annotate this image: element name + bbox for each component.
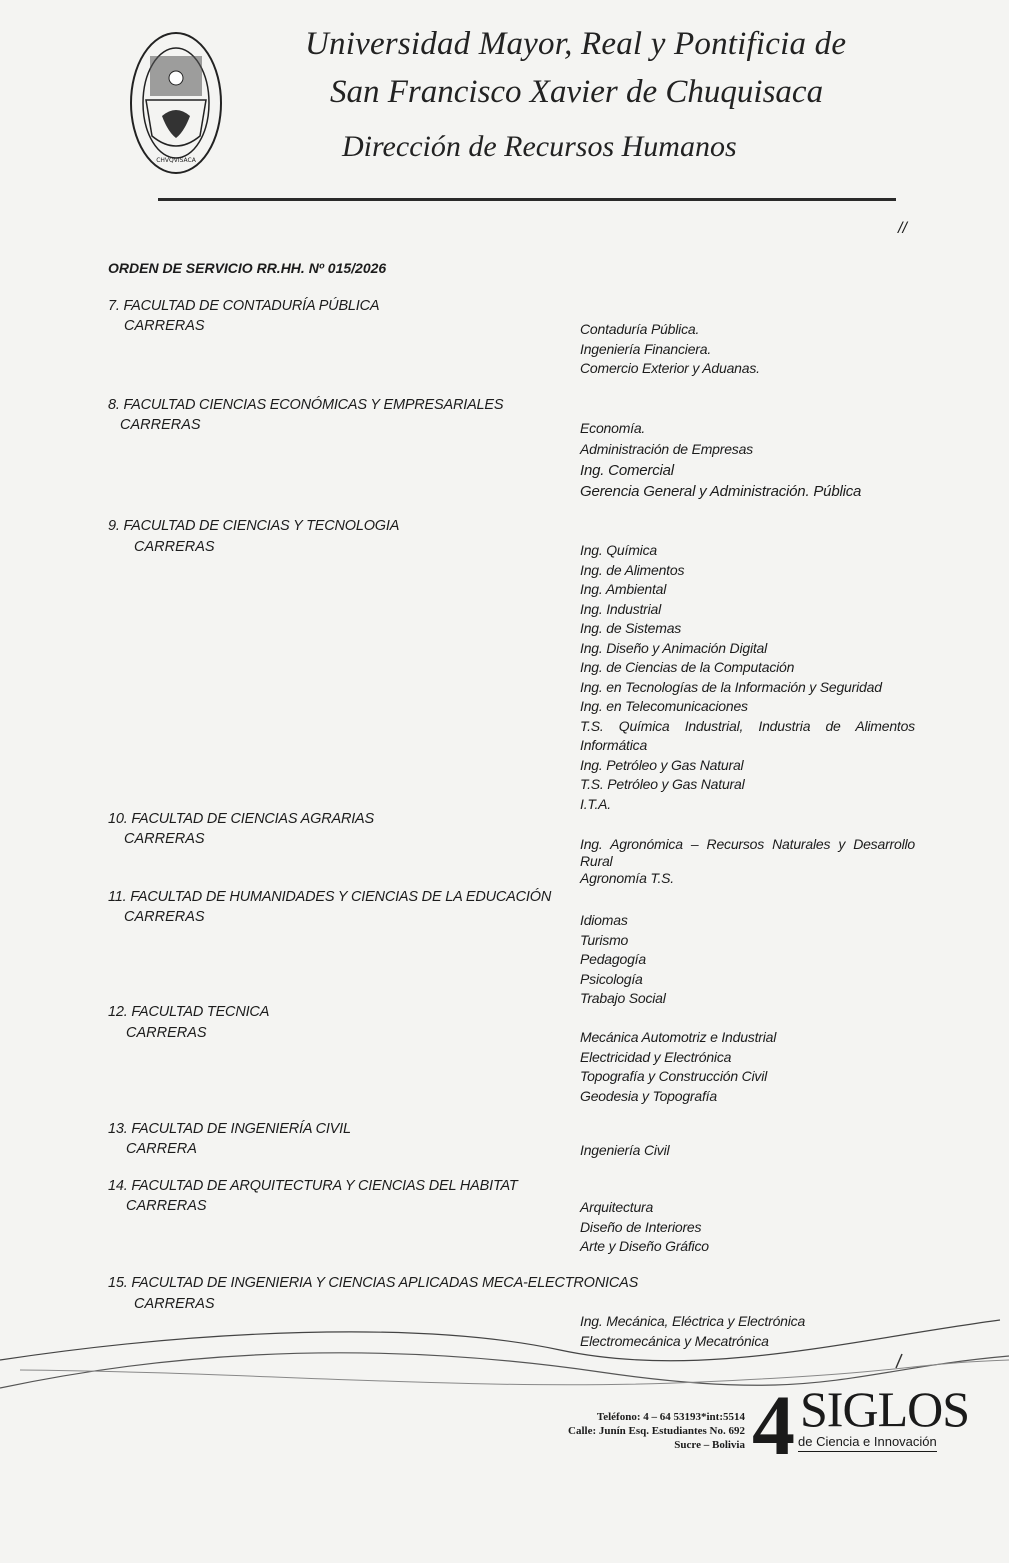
faculty-14-careers-label: CARRERAS	[126, 1198, 207, 1214]
career-item: Administración de Empresas	[580, 441, 753, 457]
faculty-7-name: 7. FACULTAD DE CONTADURÍA PÚBLICA	[108, 298, 380, 314]
faculty-10-career-list	[580, 836, 915, 887]
faculty-14-name: 14. FACULTAD DE ARQUITECTURA Y CIENCIAS DEL HABITAT	[108, 1178, 518, 1194]
career-item: Ingeniería Civil	[580, 1142, 670, 1158]
logo-word: SIGLOS	[800, 1381, 970, 1437]
footer-address: Calle: Junín Esq. Estudiantes No. 692	[568, 1425, 745, 1437]
career-item: Ing. de Sistemas	[580, 620, 682, 636]
career-item: Ing. Comercial	[580, 462, 674, 479]
svg-text:CHVQVISACA: CHVQVISACA	[156, 157, 196, 164]
career-item: Ing. en Tecnologías de la Información y Seguridad	[580, 678, 882, 695]
faculty-14-career-list	[580, 1198, 915, 1257]
career-item: Ing. Diseño y Animación Digital	[580, 639, 768, 656]
faculty-11-careers-label: CARRERAS	[124, 909, 205, 925]
department-name: Dirección de Recursos Humanos	[342, 130, 737, 163]
faculty-8-career-list	[580, 418, 915, 502]
career-item: Ing. Mecánica, Eléctrica y Electrónica	[580, 1313, 806, 1329]
university-name-line2: San Francisco Xavier de Chuquisaca	[330, 74, 824, 110]
faculty-13-career-list	[580, 1141, 915, 1161]
faculty-7-career-list	[580, 320, 915, 379]
career-item: Ing. Agronómica – Recursos Naturales y Desarrollo	[580, 836, 915, 852]
career-item: Ing. Ambiental	[580, 581, 667, 597]
career-item: Comercio Exterior y Aduanas.	[580, 360, 760, 376]
footer-contact	[520, 1410, 745, 1452]
faculty-12-name: 12. FACULTAD TECNICA	[108, 1004, 270, 1020]
career-item: Arquitectura	[580, 1199, 654, 1215]
university-seal	[128, 28, 224, 178]
career-item: Electromecánica y Mecatrónica	[580, 1332, 769, 1349]
career-item: Arte y Diseño Gráfico	[580, 1238, 709, 1254]
career-item: Ing. de Alimentos	[580, 561, 685, 578]
career-item: Topografía y Construcción Civil	[580, 1068, 768, 1084]
career-item: I.T.A.	[580, 795, 611, 812]
faculty-9-name: 9. FACULTAD DE CIENCIAS Y TECNOLOGIA	[108, 518, 400, 534]
document-title: ORDEN DE SERVICIO RR.HH. Nº 015/2026	[108, 260, 387, 276]
career-item: Trabajo Social	[580, 990, 666, 1006]
footer-city: Sucre – Bolivia	[674, 1439, 745, 1451]
career-item: Informática	[580, 737, 648, 753]
faculty-12-careers-label: CARRERAS	[126, 1025, 207, 1041]
faculty-8-name: 8. FACULTAD CIENCIAS ECONÓMICAS Y EMPRESARIALES	[108, 397, 504, 413]
career-item: Pedagogía	[580, 951, 646, 967]
career-item: Psicología	[580, 970, 643, 987]
faculty-12-career-list	[580, 1028, 915, 1106]
career-item: Geodesia y Topografía	[580, 1087, 717, 1104]
career-item: Ingeniería Financiera.	[580, 340, 712, 357]
faculty-13-careers-label: CARRERA	[126, 1141, 197, 1157]
career-item: Ing. Industrial	[580, 600, 662, 617]
logo-number: 4	[752, 1382, 795, 1462]
career-item: Agronomía T.S.	[580, 870, 674, 886]
faculty-11-career-list	[580, 911, 915, 1009]
faculty-13-name: 13. FACULTAD DE INGENIERÍA CIVIL	[108, 1121, 351, 1137]
continuation-mark: //	[898, 220, 907, 237]
faculty-8-careers-label: CARRERAS	[120, 417, 201, 433]
career-item: Mecánica Automotriz e Industrial	[580, 1029, 777, 1045]
career-item: Gerencia General y Administración. Pública	[580, 483, 862, 500]
faculty-11-name: 11. FACULTAD DE HUMANIDADES Y CIENCIAS DE LA EDUCACIÓN	[108, 889, 552, 905]
career-item: Ing. Química	[580, 542, 657, 558]
career-item: T.S. Petróleo y Gas Natural	[580, 776, 745, 792]
career-item: Rural	[580, 853, 613, 869]
career-item: Ing. en Telecomunicaciones	[580, 698, 748, 714]
career-item: T.S. Química Industrial, Industria de Alimentos	[580, 717, 915, 734]
career-item: Contaduría Pública.	[580, 321, 700, 337]
career-item: Economía.	[580, 420, 646, 436]
career-item: Idiomas	[580, 912, 628, 928]
faculty-9-careers-label: CARRERAS	[134, 539, 215, 555]
career-item: Turismo	[580, 931, 629, 948]
faculty-15-name: 15. FACULTAD DE INGENIERIA Y CIENCIAS APLICADAS MECA-ELECTRONICAS	[108, 1275, 639, 1291]
header-rule	[158, 198, 896, 201]
career-item: Ing. Petróleo y Gas Natural	[580, 756, 744, 773]
career-item: Ing. de Ciencias de la Computación	[580, 659, 795, 675]
university-name-line1: Universidad Mayor, Real y Pontificia de	[305, 26, 847, 62]
faculty-7-careers-label: CARRERAS	[124, 318, 205, 334]
footer-phone: Teléfono: 4 – 64 53193*int:5514	[596, 1411, 745, 1423]
career-item: Diseño de Interiores	[580, 1218, 702, 1235]
career-item: Electricidad y Electrónica	[580, 1048, 732, 1065]
faculty-10-name: 10. FACULTAD DE CIENCIAS AGRARIAS	[108, 811, 375, 827]
faculty-15-careers-label: CARRERAS	[134, 1296, 215, 1312]
faculty-10-careers-label: CARRERAS	[124, 831, 205, 847]
logo-tagline: de Ciencia e Innovación	[798, 1434, 937, 1452]
faculty-9-career-list	[580, 541, 915, 814]
